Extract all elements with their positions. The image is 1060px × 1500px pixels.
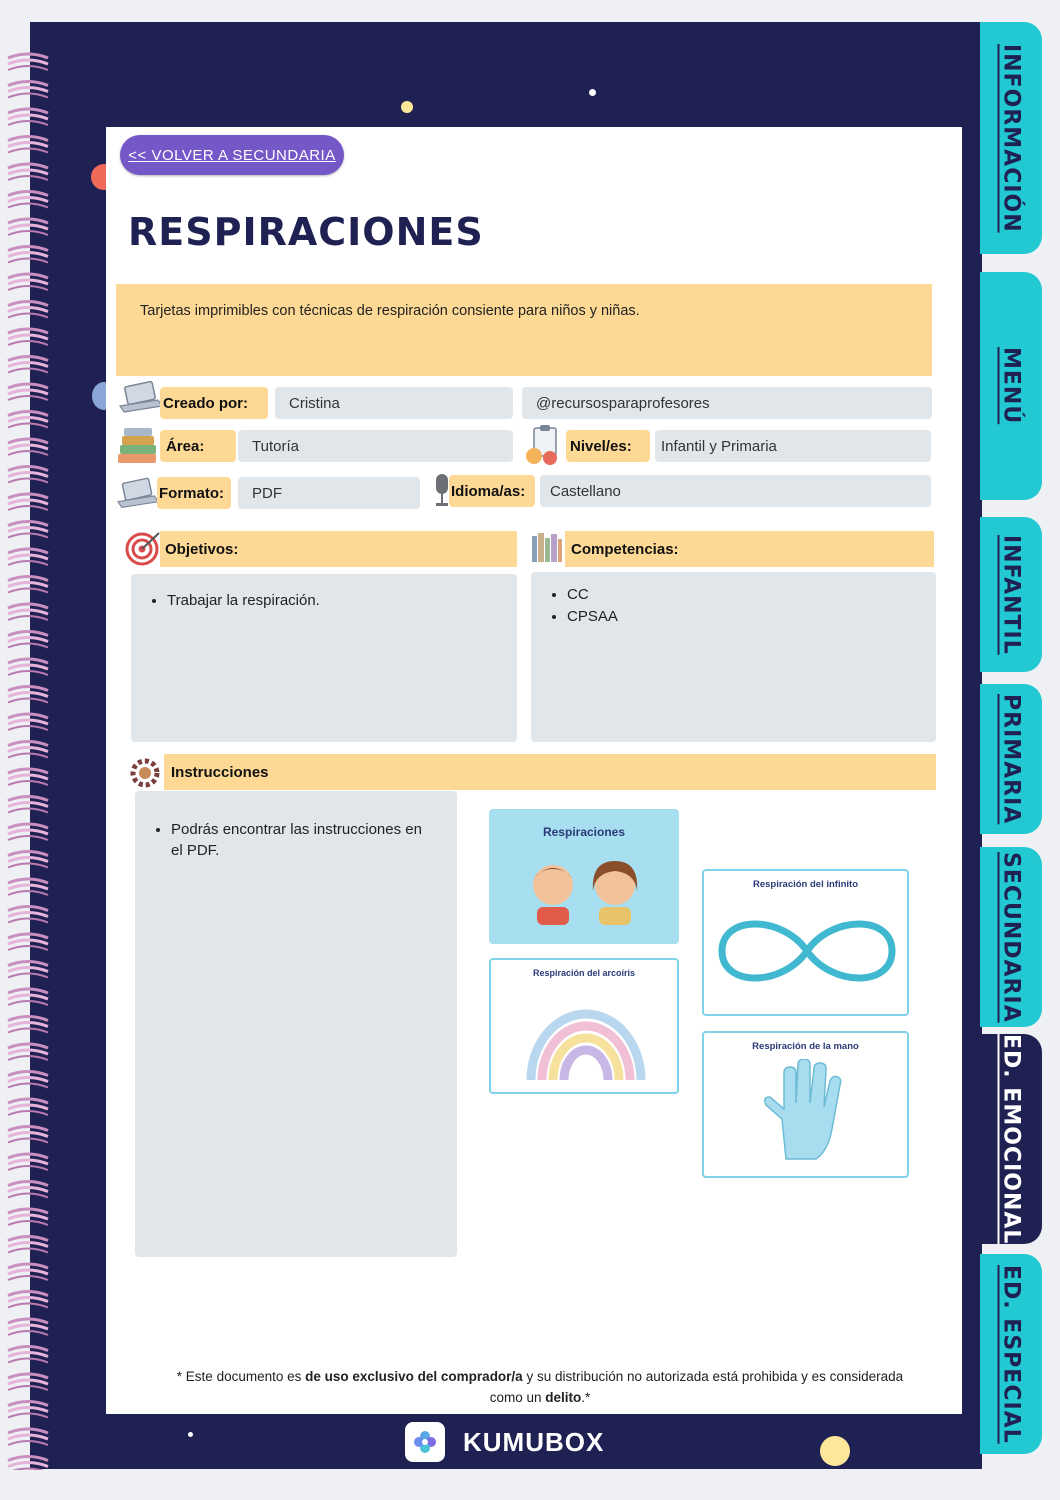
instructions-heading-text: Instrucciones [171, 763, 269, 781]
competencies-list [531, 572, 936, 628]
clipboard-icon [522, 424, 568, 466]
competencies-heading-text: Competencias: [571, 540, 679, 558]
gear-icon [128, 756, 162, 790]
objectives-box [131, 574, 517, 742]
books-shelf-icon [529, 530, 565, 566]
tab-ed-especial[interactable]: ED. ESPECIAL [980, 1254, 1042, 1454]
children-illustration-icon [525, 851, 645, 931]
star-decoration [820, 1436, 850, 1466]
usage-disclaimer: * Este documento es de uso exclusivo del comprador/a y su distribución no autorizada está prohibida y es considerada como un delito.* [176, 1369, 904, 1405]
instructions-box [135, 791, 457, 1257]
laptop-icon [116, 476, 160, 512]
language-field: Castellano [540, 475, 931, 507]
level-field: Infantil y Primaria [655, 430, 931, 462]
instructions-heading [164, 754, 936, 790]
objectives-list [131, 574, 517, 612]
tab-informacion[interactable]: INFORMACIÓN [980, 22, 1042, 254]
author-handle-field: @recursosparaprofesores [522, 387, 932, 419]
description-box [116, 284, 932, 376]
tab-menu[interactable]: MENÚ [980, 272, 1042, 500]
page-title: RESPIRACIONES [128, 210, 484, 254]
list-item: • Trabajar la respiración. [167, 590, 517, 612]
preview-card-arcoiris[interactable] [489, 958, 679, 1094]
brand-footer[interactable] [405, 1422, 604, 1462]
section-tabs [980, 22, 1044, 1469]
hand-illustration-icon [756, 1059, 856, 1164]
preview-card-respiraciones[interactable] [489, 809, 679, 944]
books-icon [114, 424, 162, 472]
star-decoration [401, 101, 413, 113]
tab-infantil[interactable]: INFANTIL [980, 517, 1042, 672]
format-label: Formato: [157, 477, 231, 509]
instructions-list [135, 791, 457, 861]
competencies-box [531, 572, 936, 742]
kumubox-logo-icon [405, 1422, 445, 1462]
description-text: Tarjetas imprimibles con técnicas de respiración consiente para niños y niñas. [140, 303, 640, 319]
created-by-label: Creado por: [160, 387, 268, 419]
tab-ed-emocional[interactable]: ED. EMOCIONAL [980, 1034, 1042, 1244]
created-by-field: Cristina [275, 387, 513, 419]
list-item: • CPSAA [567, 606, 936, 628]
area-field: Tutoría [238, 430, 513, 462]
preview-card-infinito[interactable] [702, 869, 909, 1016]
target-icon [125, 530, 161, 566]
infinity-illustration-icon [712, 909, 902, 994]
brand-name: KUMUBOX [463, 1426, 605, 1457]
preview-card-mano[interactable] [702, 1031, 909, 1178]
card-title: Respiración de la mano [752, 1041, 859, 1052]
rainbow-illustration-icon [521, 984, 651, 1084]
objectives-heading-text: Objetivos: [165, 540, 239, 558]
spiral-binding [4, 50, 50, 1470]
area-label: Área: [160, 430, 236, 462]
star-decoration [188, 1432, 193, 1437]
objectives-heading [160, 531, 517, 567]
star-decoration [589, 89, 596, 96]
back-to-secundaria-button[interactable]: << VOLVER A SECUNDARIA [120, 135, 344, 175]
tab-secundaria[interactable]: SECUNDARIA [980, 847, 1042, 1027]
level-label: Nivel/es: [566, 430, 650, 462]
card-title: Respiración del arcoíris [532, 968, 636, 978]
list-item: • Podrás encontrar las instrucciones en el PDF. [171, 819, 435, 861]
list-item: • CC [567, 584, 936, 606]
tab-primaria[interactable]: PRIMARIA [980, 684, 1042, 834]
format-field: PDF [238, 477, 420, 509]
laptop-icon [118, 380, 164, 416]
language-label: Idioma/as: [449, 475, 535, 507]
competencies-heading [565, 531, 934, 567]
card-title: Respiraciones [542, 825, 626, 839]
card-title: Respiración del infinito [752, 879, 859, 890]
